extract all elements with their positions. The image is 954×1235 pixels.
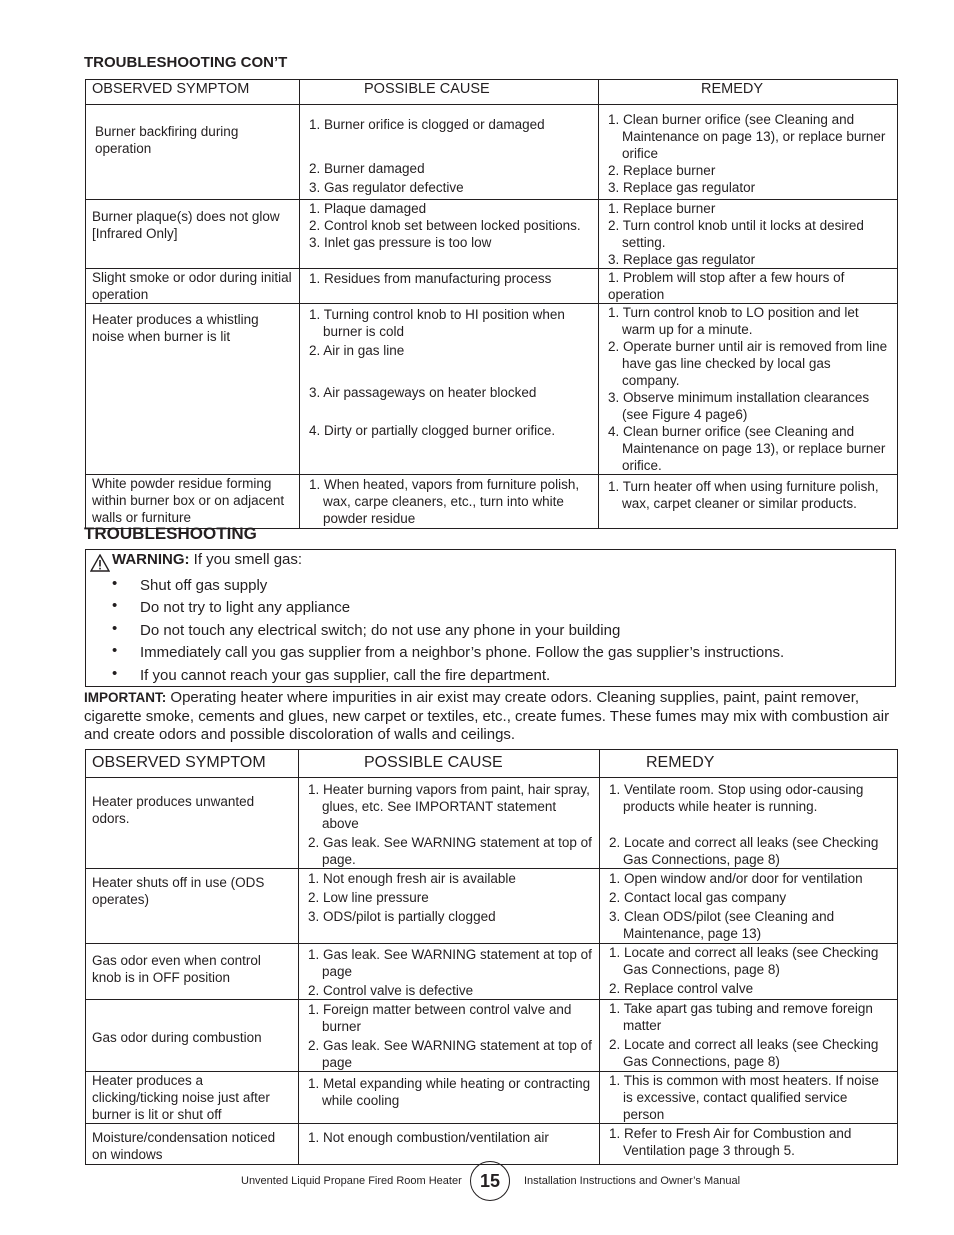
symptom-cell: Heater produces a clicking/ticking noise just after burner is lit or shut off (86, 1072, 299, 1124)
header-remedy: REMEDY (600, 750, 898, 778)
cause-cell: 1. Residues from manufacturing process (300, 269, 599, 304)
remedy-cell: 1. Refer to Fresh Air for Combustion and Ventilation page 3 through 5. (600, 1124, 898, 1165)
table-header-row (86, 80, 898, 105)
symptom-cell: Gas odor during combustion (86, 1000, 299, 1072)
cause-cell: 1. Foreign matter between control valve and burner 2. Gas leak. See WARNING statement at top of page (299, 1000, 600, 1072)
section-title-troubleshooting-cont: TROUBLESHOOTING CON’T (84, 54, 288, 71)
troubleshooting-table-2 (85, 749, 898, 1165)
table-row (86, 105, 898, 200)
symptom-cell: Gas odor even when control knob is in OFF position (86, 944, 299, 1000)
cause-cell: 1. Heater burning vapors from paint, hair spray, glues, etc. See IMPORTANT statement above 2. Gas leak. See WARNING statement at top of page. (299, 778, 600, 869)
symptom-cell: White powder residue forming within burner box or on adjacent walls or furniture (86, 475, 300, 529)
bullet-icon: • (112, 665, 118, 682)
warning-triangle-icon (90, 554, 110, 577)
bullet-icon: • (112, 620, 118, 637)
symptom-cell: Moisture/condensation noticed on windows (86, 1124, 299, 1165)
important-text: Operating heater where impurities in air exist may create odors. Cleaning supplies, paint, paint remover, cigarette smoke, cements and glues, new carpet or textiles, etc., create fumes. These fumes may mix with combustion air and create odors and possible discoloration of walls and ceilings. (84, 689, 890, 743)
important-label: IMPORTANT: (84, 690, 167, 705)
header-observed-symptom: OBSERVED SYMPTOM (86, 80, 300, 105)
header-remedy: REMEDY (599, 80, 898, 105)
remedy-cell: 1. Locate and correct all leaks (see Checking Gas Connections, page 8) 2. Replace control valve (600, 944, 898, 1000)
warning-label: WARNING: (112, 551, 190, 568)
warning-bullet: Immediately call you gas supplier from a neighbor’s phone. Follow the gas supplier’s instructions. (140, 644, 785, 661)
bullet-icon: • (112, 642, 118, 659)
troubleshooting-table-1 (85, 79, 898, 529)
page-number: 15 (470, 1161, 510, 1201)
table-row (86, 778, 898, 869)
table-row (86, 304, 898, 475)
remedy-cell: 1. Replace burner 2. Turn control knob until it locks at desired setting. 3. Replace gas regulator (599, 200, 898, 269)
symptom-cell: Burner plaque(s) does not glow [Infrared Only] (86, 200, 300, 269)
warning-heading (112, 551, 302, 568)
warning-text: If you smell gas: (193, 551, 303, 568)
table-row (86, 1000, 898, 1072)
warning-bullet: Do not try to light any appliance (140, 599, 351, 616)
cause-cell: 1. Not enough fresh air is available 2. Low line pressure 3. ODS/pilot is partially clogged (299, 869, 600, 944)
important-note (84, 689, 898, 745)
cause-cell: 1. Plaque damaged 2. Control knob set between locked positions. 3. Inlet gas pressure is too low (300, 200, 599, 269)
warning-bullet: If you cannot reach your gas supplier, call the fire department. (140, 667, 551, 684)
remedy-cell: 1. Take apart gas tubing and remove foreign matter 2. Locate and correct all leaks (see Checking Gas Connections, page 8) (600, 1000, 898, 1072)
symptom-cell: Slight smoke or odor during initial operation (86, 269, 300, 304)
warning-bullet: Shut off gas supply (140, 577, 268, 594)
symptom-cell: Heater produces a whistling noise when burner is lit (86, 304, 300, 475)
cause-cell: 1. Turning control knob to HI position when burner is cold 2. Air in gas line 3. Air passageways on heater blocked 4. Dirty or partially clogged burner orifice. (300, 304, 599, 475)
table-row (86, 1124, 898, 1165)
table-row (86, 944, 898, 1000)
header-possible-cause: POSSIBLE CAUSE (300, 80, 599, 105)
remedy-cell: 1. Ventilate room. Stop using odor-causing products while heater is running. 2. Locate and correct all leaks (see Checking Gas Connections, page 8) (600, 778, 898, 869)
remedy-cell: 1. This is common with most heaters. If noise is excessive, contact qualified service person (600, 1072, 898, 1124)
footer-right: Installation Instructions and Owner’s Manual (524, 1175, 741, 1187)
remedy-cell: 1. Turn control knob to LO position and let warm up for a minute. 2. Operate burner until air is removed from line have gas line checked by local gas company. 3. Observe minimum installation clearances (see Figure 4 page6) 4. Clean burner orifice (see Cleaning and Maintenance on page 13), or replace burner orifice. (599, 304, 898, 475)
section-title-troubleshooting: TROUBLESHOOTING (84, 524, 257, 543)
table-row (86, 1072, 898, 1124)
warning-box (85, 549, 896, 687)
symptom-cell: Burner backfiring during operation (86, 105, 300, 200)
table-header-row (86, 750, 898, 778)
cause-cell: 1. Metal expanding while heating or contracting while cooling (299, 1072, 600, 1124)
remedy-cell: 1. Open window and/or door for ventilation 2. Contact local gas company 3. Clean ODS/pilot (see Cleaning and Maintenance, page 13) (600, 869, 898, 944)
header-possible-cause: POSSIBLE CAUSE (299, 750, 600, 778)
table-row (86, 269, 898, 304)
cause-cell: 1. When heated, vapors from furniture polish, wax, carpe cleaners, etc., turn into white powder residue (300, 475, 599, 529)
table-row (86, 869, 898, 944)
bullet-icon: • (112, 575, 118, 592)
cause-cell: 1. Gas leak. See WARNING statement at top of page 2. Control valve is defective (299, 944, 600, 1000)
symptom-cell: Heater produces unwanted odors. (86, 778, 299, 869)
cause-cell: 1. Burner orifice is clogged or damaged 2. Burner damaged 3. Gas regulator defective (300, 105, 599, 200)
bullet-icon: • (112, 597, 118, 614)
remedy-cell: 1. Turn heater off when using furniture polish, wax, carpet cleaner or similar products. (599, 475, 898, 529)
footer-left: Unvented Liquid Propane Fired Room Heater (241, 1175, 462, 1187)
warning-bullet: Do not touch any electrical switch; do not use any phone in your building (140, 622, 621, 639)
symptom-cell: Heater shuts off in use (ODS operates) (86, 869, 299, 944)
remedy-cell: 1. Clean burner orifice (see Cleaning and Maintenance on page 13), or replace burner orifice 2. Replace burner 3. Replace gas regulator (599, 105, 898, 200)
table-row (86, 200, 898, 269)
header-observed-symptom: OBSERVED SYMPTOM (86, 750, 299, 778)
table-row (86, 475, 898, 529)
remedy-cell: 1. Problem will stop after a few hours of operation (599, 269, 898, 304)
cause-cell: 1. Not enough combustion/ventilation air (299, 1124, 600, 1165)
